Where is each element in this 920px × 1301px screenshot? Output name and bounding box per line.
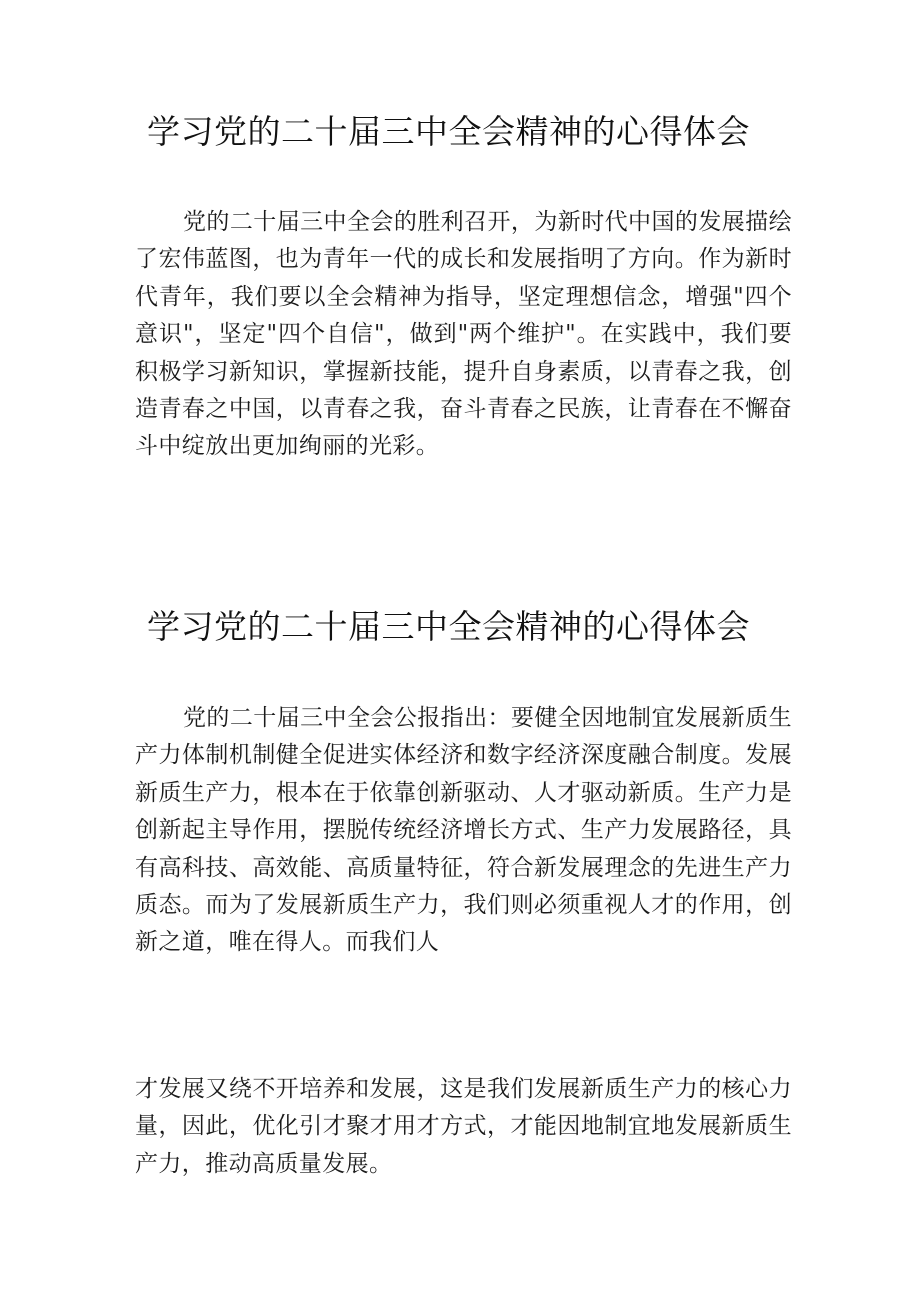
section-2-continuation: 才发展又绕不开培养和发展，这是我们发展新质生产力的核心力量，因此，优化引才聚才用才方式，才能因地制宜地发展新质生产力，推动高质量发展。 xyxy=(135,1076,792,1177)
section-2-title: 学习党的二十届三中全会精神的心得体会 xyxy=(147,607,750,646)
section-1-paragraph: 党的二十届三中全会的胜利召开，为新时代中国的发展描绘了宏伟蓝图，也为青年一代的成长和发展指明了方向。作为新时代青年，我们要以全会精神为指导，坚定理想信念，增强"四个意识"，坚定"四个自信"，做到"两个维护"。在实践中，我们要积极学习新知识，掌握新技能，提升自身素质，以青春之我，创造青春之中国，以青春之我，奋斗青春之民族，让青春在不懈奋斗中绽放出更加绚丽的光彩。 xyxy=(135,209,792,460)
section-1-title: 学习党的二十届三中全会精神的心得体会 xyxy=(147,112,750,151)
section-2-paragraph: 党的二十届三中全会公报指出：要健全因地制宜发展新质生产力体制机制健全促进实体经济和数字经济深度融合制度。发展新质生产力，根本在于依靠创新驱动、人才驱动新质。生产力是创新起主导作用，摆脱传统经济增长方式、生产力发展路径，具有高科技、高效能、高质量特征，符合新发展理念的先进生产力质态。而为了发展新质生产力，我们则必须重视人才的作用，创新之道，唯在得人。而我们人 xyxy=(135,705,792,956)
